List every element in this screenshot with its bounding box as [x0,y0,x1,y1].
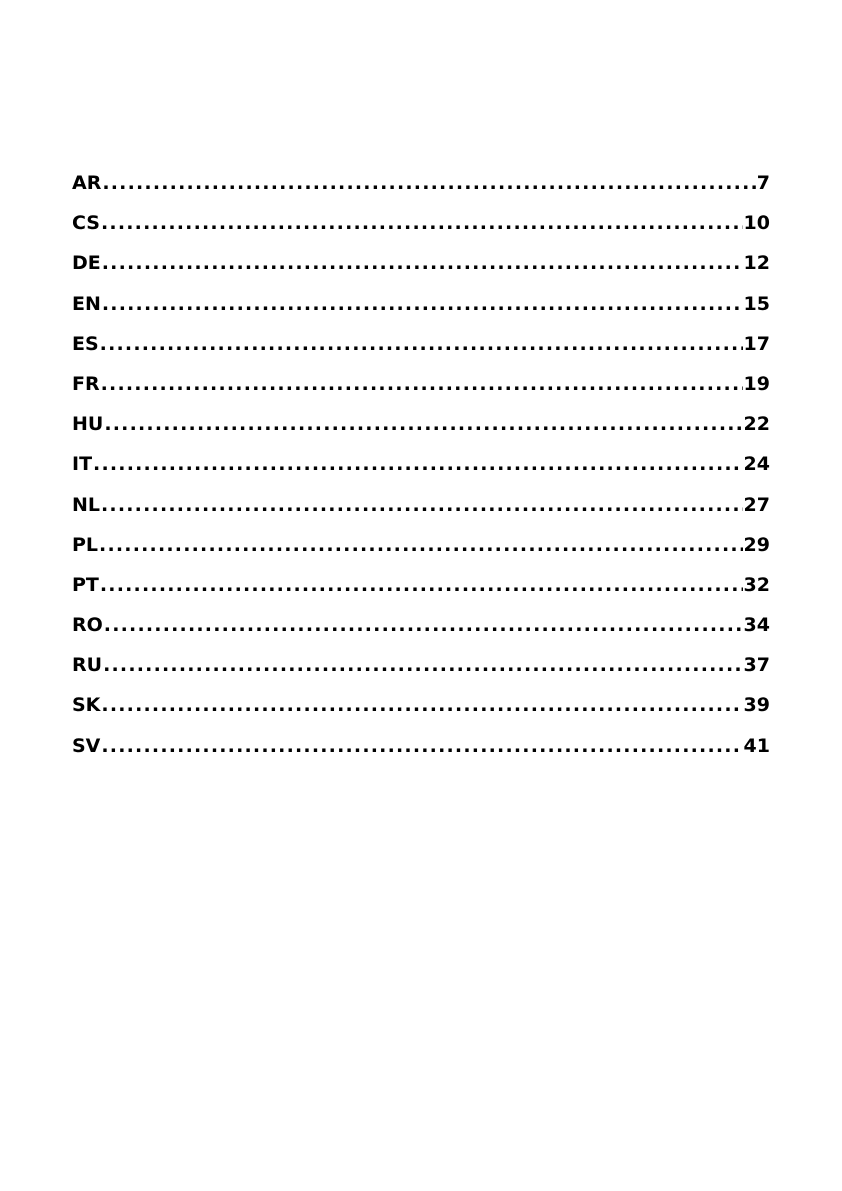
page-number: 27 [743,493,770,516]
table-of-contents [72,169,770,772]
toc-entry-ro[interactable] [72,611,770,651]
dot-leader [104,611,743,639]
page-number: 10 [743,212,770,235]
page-number: 32 [743,573,770,596]
language-code: CS [72,212,100,235]
dot-leader [101,491,743,519]
dot-leader [102,169,755,197]
toc-entry-sv[interactable] [72,732,770,772]
dot-leader [104,410,742,438]
toc-entry-pt[interactable] [72,571,770,611]
dot-leader [93,450,743,478]
language-code: ES [72,332,99,355]
toc-entry-sk[interactable] [72,691,770,731]
dot-leader [102,249,743,277]
language-code: FR [72,372,100,395]
page-number: 24 [743,453,770,476]
dot-leader [102,290,743,318]
toc-entry-hu[interactable] [72,410,770,450]
page-number: 39 [743,694,770,717]
toc-entry-es[interactable] [72,330,770,370]
toc-entry-cs[interactable] [72,209,770,249]
language-code: AR [72,172,102,194]
toc-entry-nl[interactable] [72,491,770,531]
dot-leader [100,330,743,358]
dot-leader [99,531,743,559]
dot-leader [103,651,742,679]
language-code: EN [72,292,101,315]
page-number: 19 [743,372,770,395]
language-code: PL [72,533,99,556]
language-code: SV [72,734,101,757]
page-number: 7 [756,172,770,194]
page-number: 22 [743,413,770,436]
toc-entry-it[interactable] [72,450,770,490]
page-number: 29 [743,533,770,556]
page-number: 37 [743,654,770,677]
dot-leader [100,571,743,599]
page-number: 17 [743,332,770,355]
language-code: HU [72,413,104,436]
language-code: RU [72,654,103,677]
language-code: NL [72,493,101,516]
toc-entry-en[interactable] [72,290,770,330]
dot-leader [101,691,742,719]
page-number: 15 [743,292,770,315]
page-number: 12 [743,252,770,275]
toc-entry-ar[interactable] [72,169,770,209]
toc-entry-pl[interactable] [72,531,770,571]
page-number: 34 [743,614,770,637]
dot-leader [101,209,743,237]
page-number: 41 [743,734,770,757]
language-code: PT [72,573,99,596]
language-code: DE [72,252,101,275]
language-code: RO [72,614,103,637]
dot-leader [101,370,743,398]
language-code: IT [72,453,93,476]
language-code: SK [72,694,101,717]
toc-entry-ru[interactable] [72,651,770,691]
dot-leader [101,732,742,760]
toc-entry-de[interactable] [72,249,770,289]
toc-entry-fr[interactable] [72,370,770,410]
